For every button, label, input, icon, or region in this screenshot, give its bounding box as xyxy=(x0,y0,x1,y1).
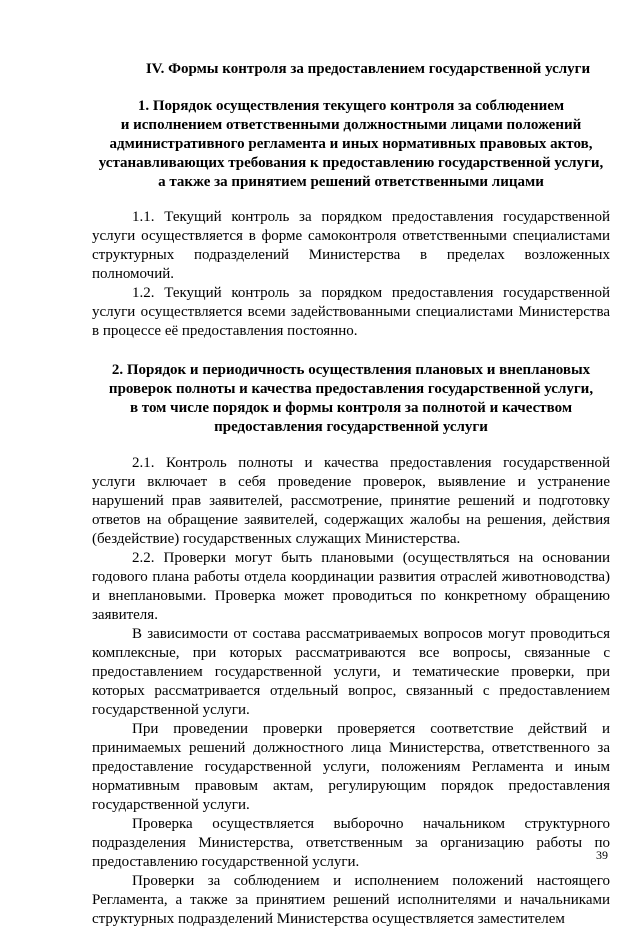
page-number: 39 xyxy=(596,848,608,862)
subsection-1-title xyxy=(92,97,610,192)
subsection-2-title-line: предоставления государственной услуги xyxy=(214,419,488,435)
paragraph-check-selective: Проверка осуществляется выборочно начальником структурного подразделения Министерства, ответственным за организацию работы по предоставлению государственной услуги. xyxy=(92,816,610,870)
paragraph-check-regulation: Проверки за соблюдением и исполнением положений настоящего Регламента, а также за принятием решений исполнителями и начальниками структурных подразделений Министерства осуществляется заместителем xyxy=(92,873,610,927)
subsection-1-title-line: устанавливающих требования к предоставлению государственной услуги, xyxy=(98,155,604,171)
section-title: IV. Формы контроля за предоставлением государственной услуги xyxy=(145,61,591,77)
document-page xyxy=(92,58,610,929)
subsection-1-title-line: а также за принятием решений ответственными лицами xyxy=(158,174,544,190)
paragraph-check-compliance: При проведении проверки проверяется соответствие действий и принимаемых решений должностного лица Министерства, ответственного за предоставление государственной услуги, положениям Регламента и иным нормативным правовым актам, регулирующим порядок предоставления государственной услуги. xyxy=(92,721,610,813)
paragraph-2-2: 2.2. Проверки могут быть плановыми (осуществляться на основании годового плана работы отдела координации развития отраслей животноводства) и внеплановыми. Проверка может проводиться по конкретному обращению заявителя. xyxy=(92,550,610,623)
paragraph-2-1: 2.1. Контроль полноты и качества предоставления государственной услуги включает в себя проведение проверок, выявление и устранение нарушений прав заявителей, рассмотрение, принятие решений и подготовку ответов на обращение заявителей, содержащих жалобы на решения, действия (бездействие) государственных служащих Министерства. xyxy=(92,455,610,547)
subsection-2-title-line: в том числе порядок и формы контроля за полнотой и качеством xyxy=(129,400,573,416)
subsection-2-title xyxy=(92,361,610,437)
subsection-1-title-line: и исполнением ответственными должностными лицами положений xyxy=(120,117,582,133)
subsection-1-title-line: 1. Порядок осуществления текущего контроля за соблюдением xyxy=(137,98,565,114)
subsection-1-title-line: административного регламента и иных нормативных правовых актов, xyxy=(109,136,593,152)
subsection-1-body xyxy=(92,208,610,341)
subsection-2-title-line: 2. Порядок и периодичность осуществления плановых и внеплановых xyxy=(111,362,591,378)
subsection-2-title-line: проверок полноты и качества предоставления государственной услуги, xyxy=(108,381,594,397)
paragraph-1-1: 1.1. Текущий контроль за порядком предоставления государственной услуги осуществляется в форме самоконтроля ответственными специалистами структурных подразделений Министерства в пределах возложенных полномочий. xyxy=(92,209,610,282)
subsection-2-body xyxy=(92,454,610,929)
paragraph-check-types: В зависимости от состава рассматриваемых вопросов могут проводиться комплексные, при которых рассматриваются все вопросы, связанные с предоставлением государственной услуги, и тематические проверки, при которых рассматривается отдельный вопрос, связанный с предоставлением государственной услуги. xyxy=(92,626,610,718)
paragraph-1-2: 1.2. Текущий контроль за порядком предоставления государственной услуги осуществляется всеми задействованными специалистами Министерства в процессе её предоставления постоянно. xyxy=(92,285,610,339)
